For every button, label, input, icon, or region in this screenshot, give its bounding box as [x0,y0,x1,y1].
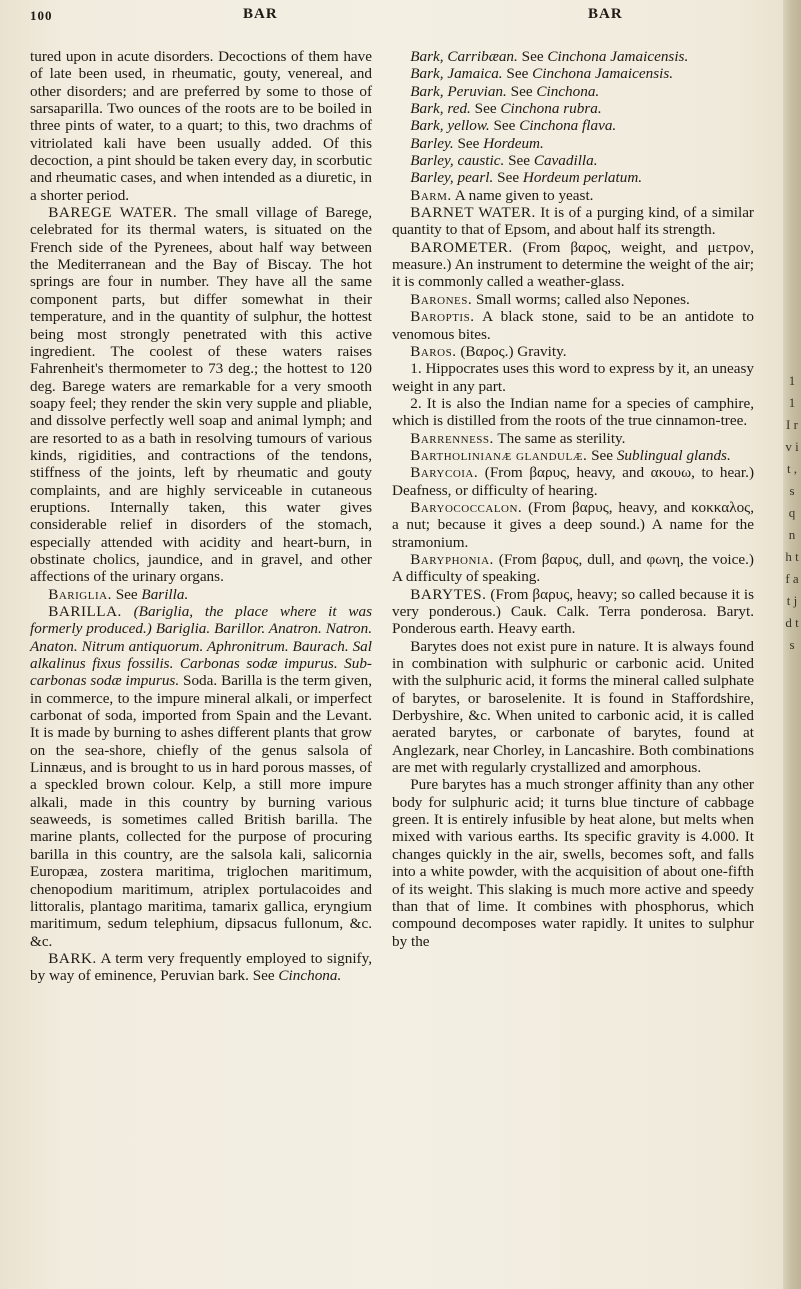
headword: Barones. [410,290,473,308]
headword: BARK. [48,949,97,967]
headword: Barley, caustic. [410,152,505,170]
headword: Baryococcalon. [410,498,523,516]
entry-barones [392,291,754,308]
cross-reference: Cinchona flava. [519,117,617,135]
xref-entry [392,48,754,65]
entry-text: A black stone, said to be an antidote to venomous bites. [392,308,754,343]
entry-baros [392,343,754,360]
cross-reference: Barilla. [141,585,189,603]
entry-text: The same as sterility. [497,429,626,447]
see-label: See [506,65,529,83]
headword: Baros. [410,342,457,360]
entry-text: (Βαρος.) Gravity. [460,342,567,360]
synonyms: (Bariglia, the place where it was formerly produced.) Bariglia. Barillor. Anatron. Natron. Anaton. Nitrum antiquorum. Aphronitrum. Baurach. Sal alkalinus fixus fossilis. Carbonas sodæ impurus. Sub-carbonas sodæ impurus. [30,603,372,690]
running-title-right: BAR [588,6,623,22]
see-label: See [474,100,497,118]
entry-bark [30,950,372,985]
xref-entry [392,169,754,186]
headword: BAREGE WATER. [48,204,178,222]
entry-paragraph: Pure barytes has a much stronger affinity than any other body for sulphuric acid; it turns blue tincture of cabbage green. It is entirely infusible by heat alone, but melts when mixed with various earths. Its specific gravity is 4.000. It changes quickly in the air, swells, becomes soft, and falls into a white powder, with the acquisition of about one-fifth of its weight. This slaking is much more active and speedy than that of lime. It combines with phosphorus, which compound decomposes water rapidly. It unites to sulphur by the [392,776,754,950]
left-column [30,48,372,985]
entry-barycoia [392,464,754,499]
see-label: See [115,585,138,603]
running-title-left: BAR [243,6,278,22]
headword: Baryphonia. [410,550,494,568]
entry-text: (From βαρυς, heavy; so called because it is very ponderous.) Cauk. Calk. Terra ponderosa. Baryt. Ponderous earth. Heavy earth. [392,585,755,638]
xref-entry [392,83,754,100]
entry-barm [392,187,754,204]
entry-text: A name given to yeast. [454,186,594,204]
xref-entry [392,100,754,117]
headword: Barycoia. [410,464,479,482]
cross-reference: Cinchona Jamaicensis. [532,65,674,83]
see-label: See [510,82,533,100]
cross-reference: Cinchona. [278,967,342,985]
xref-entry [392,135,754,152]
page-number: 100 [30,8,53,23]
right-column [392,48,754,950]
entry-barometer [392,239,754,291]
entry-baryococcalon [392,499,754,551]
entry-continuation: tured upon in acute disorders. Decoctions of them have of late been used, in rheumatic, gouty, venereal, and other disorders; and are preferred by some to those of sarsaparilla. Two ounces of the roots are to be boiled in three pints of water, to a quart; to this, two drachms of vitriolated kali have been usually added. Of this decoction, a pint should be taken every day, in scorbutic and rheumatic cases, and when intended as a diuretic, in a shorter period. [30,48,372,204]
see-label: See [521,48,544,65]
entry-text: (From βαρυς, dull, and φωνη, the voice.) A difficulty of speaking. [392,550,754,586]
headword: Barley. [410,134,454,152]
cross-reference: Hordeum perlatum. [522,169,643,187]
xref-entry [392,117,754,134]
running-head [30,6,775,30]
entry-barytes [392,586,754,638]
headword: Barm. [410,186,452,204]
see-label: See [591,446,614,464]
entry-text: (From βαρος, weight, and μετρον, measure.) An instrument to determine the weight of the air; it is commonly called a weather-glass. [392,238,754,291]
headword: Barley, pearl. [410,169,494,187]
headword: Bark, yellow. [410,117,490,135]
headword: BARYTES. [410,585,487,603]
headword: Bark, red. [410,100,471,118]
see-label: See [508,152,531,170]
cross-reference: Cinchona rubra. [500,100,602,118]
headword: Bariglia. [48,585,112,603]
headword: Baroptis. [410,308,475,326]
entry-text: Soda. Barilla is the term given, in commerce, to the impure mineral alkali, or imperfect carbonat of soda, imported from Spain and the Levant. It is made by burning to ashes different plants that grow on the sea-shore, chiefly of the genus salsola of Linnæus, and is brought to us in hard porous masses, of a speckled brown colour. Kelp, a still more impure alkali, made in this country by burning various seaweeds, is sometimes called British barilla. The marine plants, collected for the purpose of procuring barilla in this country, are the salsola kali, salicornia Europæa, zostera maritima, triglochen maritimum, chenopodium maritimum, atriplex portulacoides and littoralis, plantago maritima, tamarix gallica, eryngium maritimum, sedum telephium, dipsacus fullonum, &c. &c. [30,672,372,950]
entry-text: A term very frequently employed to signify, by way of eminence, Peruvian bark. [30,949,372,985]
headword: Bartholinianæ glandulæ. [410,446,588,464]
headword: BAROMETER. [410,238,513,256]
entry-bartholinianae [392,447,754,464]
headword: Bark, Peruvian. [410,82,507,100]
entry-subsense: 2. It is also the Indian name for a species of camphire, which is distilled from the roots of the true cinnamon-tree. [392,394,754,430]
entry-barege-water [30,204,372,586]
see-label: See [493,117,516,135]
headword: BARILLA. [48,603,122,620]
entry-paragraph: Barytes does not exist pure in nature. It is always found in combination with sulphuric or carbonic acid. United with the sulphuric acid, it forms the mineral called sulphate of barytes, or baroselenite. It is found in Staffordshire, Derbyshire, &c. When united to carbonic acid, it is called aerated barytes, or carbonate of barytes, found at Anglezark, near Chorley, in Lancashire. Both combinations are met with regularly crystallized and amorphous. [392,637,754,777]
cross-reference: Cavadilla. [533,152,598,170]
headword: Bark, Carribæan. [410,48,518,65]
entry-subsense: 1. Hippocrates uses this word to express by it, an uneasy weight in any part. [392,360,754,395]
xref-entry [392,152,754,169]
entry-baryphonia [392,551,754,586]
see-label: See [252,967,275,985]
cross-reference: Cinchona. [536,82,600,100]
entry-text: (From βαρυς, heavy, and ακουω, to hear.) Deafness, or difficulty of hearing. [392,464,754,499]
cross-reference: Cinchona Jamaicensis. [547,48,689,65]
headword: BARNET WATER. [410,204,536,222]
cross-reference: Sublingual glands. [616,446,731,464]
facing-page-edge [783,0,801,1289]
entry-text: (From βαρυς, heavy, and κοκκαλος, a nut; because it gives a deep sound.) A name for the stramonium. [392,498,754,551]
see-label: See [497,169,520,187]
facing-page-fragments: 1 1 I r v i t , s q n h t f a t j d t s [785,373,799,652]
entry-baroptis [392,308,754,343]
entry-text: Small worms; called also Nepones. [475,290,690,308]
cross-reference: Hordeum. [483,134,544,152]
entry-text: The small village of Barege, celebrated for its thermal waters, is situated on the French side of the Pyrenees, about half way between the Mediterranean and the Bay of Biscay. The hot springs are four in number. They have all the same component parts, but differ somewhat in their temperature, and in the quantity of sulphur, the hottest being most strongly penetrated with this active ingredient. The coolest of these waters raises Fahrenheit's thermometer to 73 deg.; the hottest to 120 deg. Barege waters are remarkable for a very smooth soapy feel; they render the skin very supple and pliable, and dissolve perfectly well soap and animal lymph; and are resorted to as a bath in resolving tumours of various kinds, rigidities, and contractions of the tendons, stiffness of the joints, left by rheumatic and gouty complaints, and are highly serviceable in cutaneous eruptions. Internally taken, this water gives considerable relief in disorders of the stomach, especially attended with acidity and heart-burn, in obstinate cholics, jaundice, and in gravel, and other affections of the urinary organs. [30,204,373,586]
headword: Bark, Jamaica. [410,65,503,83]
entry-bariglia [30,586,372,603]
entry-barilla [30,603,372,950]
headword: Barrenness. [410,429,494,447]
xref-entry [392,65,754,82]
entry-text: It is of a purging kind, of a similar quantity to that of Epsom, and about half its strength. [392,204,754,239]
see-label: See [457,134,480,152]
entry-barnet-water [392,204,754,239]
entry-barrenness [392,430,754,447]
